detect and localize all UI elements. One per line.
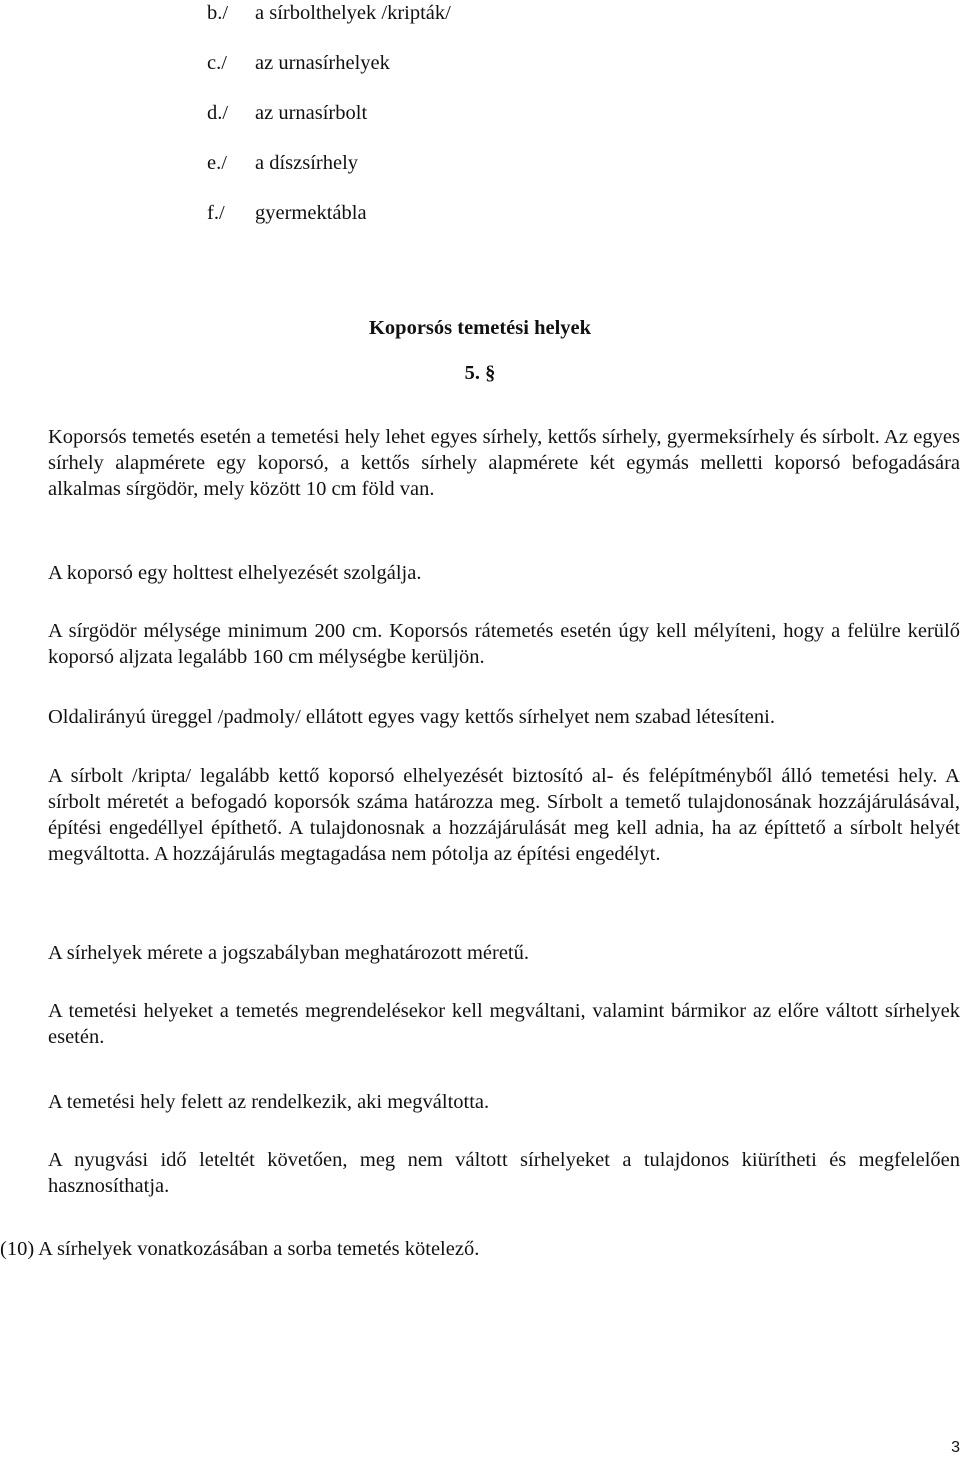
paragraph-5	[0, 763, 960, 867]
paragraph-9	[0, 1147, 960, 1199]
list-marker: f./	[207, 202, 225, 224]
paragraph-number	[0, 1147, 48, 1173]
paragraph-number	[0, 424, 48, 450]
paragraph-text: A sírhelyek mérete a jogszabályban meghatározott méretű.	[48, 942, 529, 964]
paragraph-3	[0, 618, 960, 670]
paragraph-4	[0, 704, 960, 730]
paragraph-text: A temetési hely felett az rendelkezik, aki megváltotta.	[48, 1091, 490, 1113]
paragraph-8	[0, 1089, 960, 1115]
paragraph-number	[0, 763, 48, 789]
paragraph-number	[0, 998, 48, 1024]
paragraph-number	[0, 1089, 48, 1115]
paragraph-text: A sírbolt /kripta/ legalább kettő koporsó elhelyezését biztosító al- és felépítményből álló temetési hely. A sírbolt méretét a befogadó koporsók száma határozza meg. Sírbolt a temető tulajdonosának hozzájárulásával, építési engedéllyel építhető. A tulajdonosnak a hozzájárulását meg kell adnia, ha az építtető a sírbolt helyét megváltotta. A hozzájárulás megtagadása nem pótolja az építési engedélyt.	[48, 765, 960, 865]
page-number: 3	[951, 1439, 960, 1456]
paragraph-7	[0, 998, 960, 1050]
paragraph-number	[0, 618, 48, 644]
paragraph-text: A nyugvási idő leteltét követően, meg nem váltott sírhelyeket a tulajdonos kiürítheti és megfelelően hasznosíthatja.	[48, 1149, 960, 1197]
list-marker: d./	[207, 102, 229, 124]
list-text: a sírbolthelyek /kripták/	[255, 2, 451, 24]
list-marker: e./	[207, 152, 227, 174]
list-text: a díszsírhely	[255, 152, 359, 174]
paragraph-number: (10)	[0, 1238, 35, 1260]
list-text: az urnasírbolt	[255, 102, 368, 124]
paragraph-text: A sírhelyek vonatkozásában a sorba temetés kötelező.	[38, 1238, 480, 1260]
paragraph-text: A temetési helyeket a temetés megrendelésekor kell megváltani, valamint bármikor az előre váltott sírhelyek esetén.	[48, 1000, 960, 1048]
paragraph-text: A koporsó egy holttest elhelyezését szolgálja.	[48, 562, 422, 584]
paragraph-2	[0, 560, 960, 586]
paragraph-text: Koporsós temetés esetén a temetési hely lehet egyes sírhely, kettős sírhely, gyermeksírhely és sírbolt. Az egyes sírhely alapmérete egy koporsó, a kettős sírhely alapmérete két egymás melletti koporsó befogadására alkalmas sírgödör, mely között 10 cm föld van.	[48, 426, 960, 500]
list-text: gyermektábla	[255, 202, 367, 224]
paragraph-1	[0, 424, 960, 502]
paragraph-6	[0, 940, 960, 966]
section-number: 5. §	[464, 362, 496, 384]
paragraph-text: A sírgödör mélysége minimum 200 cm. Koporsós rátemetés esetén úgy kell mélyíteni, hogy a felülre kerülő koporsó aljzata legalább 160 cm mélységbe kerüljön.	[48, 620, 960, 668]
list-marker: b./	[207, 2, 229, 24]
paragraph-number	[0, 940, 48, 966]
paragraph-text: Oldalirányú üreggel /padmoly/ ellátott egyes vagy kettős sírhelyet nem szabad létesíteni.	[48, 706, 775, 728]
paragraph-10	[0, 1236, 960, 1262]
paragraph-number	[0, 560, 48, 586]
list-text: az urnasírhelyek	[255, 52, 390, 74]
paragraph-number	[0, 704, 48, 730]
list-marker: c./	[207, 52, 227, 74]
section-title: Koporsós temetési helyek	[368, 317, 592, 339]
